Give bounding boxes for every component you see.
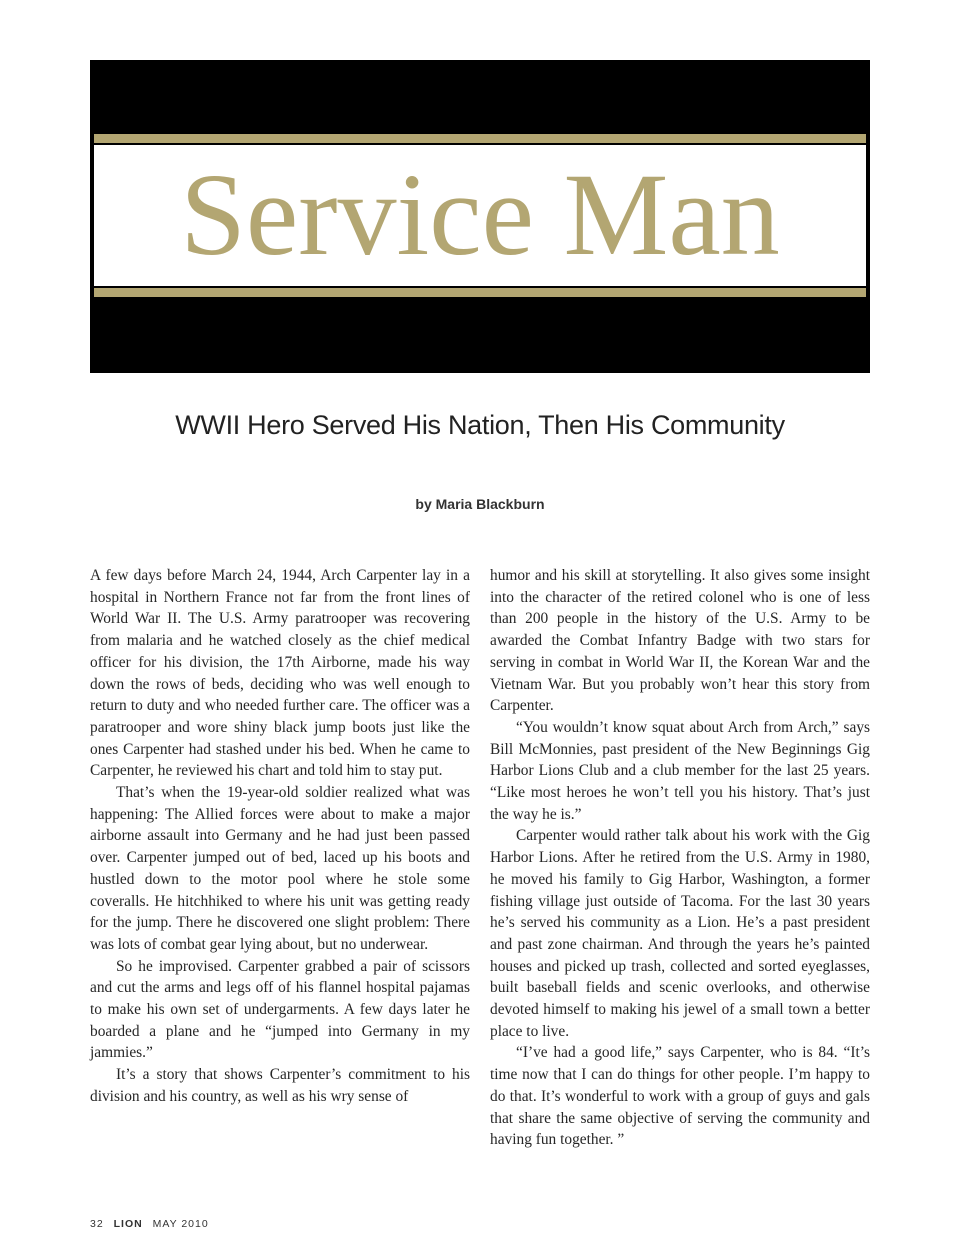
- paragraph: Carpenter would rather talk about his work with the Gig Harbor Lions. After he retired from the U.S. Army in 1980, he moved his family to Gig Harbor, Washington, a former fishing village just outside of Tacoma. For the last 30 years he’s served his community as a Lion. He’s a past president and past zone chairman. And through the years he’s painted houses and picked up trash, collected and sorted eyeglasses, built baseball fields and scenic overlooks, and otherwise devoted himself to making his jewel of a small town a better place to live.: [490, 827, 870, 1040]
- issue-date: MAY 2010: [152, 1218, 209, 1230]
- article-column-left: [90, 565, 470, 1108]
- paragraph: That’s when the 19-year-old soldier realized what was happening: The Allied forces were about to make a major airborne assault into Germany and he had just been passed over. Carpenter jumped out of bed, laced up his boots and hustled down to the motor pool where he stole some coveralls. He hitchhiked to where his unit was getting ready for the jump. There he discovered one slight problem: There was lots of combat gear lying about, but no underwear.: [90, 784, 470, 953]
- article-title: Service Man: [180, 149, 780, 280]
- page-footer: [90, 1218, 209, 1230]
- paragraph: It’s a story that shows Carpenter’s commitment to his division and his country, as well as his wry sense of: [90, 1066, 470, 1105]
- paragraph: humor and his skill at storytelling. It also gives some insight into the character of the retired colonel who is one of less than 200 people in the history of the U.S. Army to be awarded the Combat Infantry Badge with two stars for serving in combat in World War II, the Korean War and the Vietnam War. But you probably won’t hear this story from Carpenter.: [490, 567, 870, 715]
- banner-gold-stripe-top: [94, 134, 866, 143]
- paragraph: “I’ve had a good life,” says Carpenter, who is 84. “It’s time now that I can do things for other people. I’m happy to do that. It’s wonderful to work with a group of guys and gals that share the same objective of serving the community and having fun together. ”: [490, 1044, 870, 1149]
- article-subtitle: WWII Hero Served His Nation, Then His Community: [175, 410, 785, 440]
- banner-white-band: [94, 145, 866, 286]
- title-banner: [90, 60, 870, 373]
- magazine-name: LION: [113, 1218, 143, 1230]
- author-byline: by Maria Blackburn: [415, 496, 545, 512]
- banner-gold-stripe-bottom: [94, 288, 866, 297]
- paragraph: A few days before March 24, 1944, Arch Carpenter lay in a hospital in Northern France not far from the front lines of World War II. The U.S. Army paratrooper was recovering from malaria and he watched closely as the chief medical officer for his division, the 17th Airborne, made his way down the rows of beds, deciding who was well enough to return to duty and who needed further care. The officer was a paratrooper and wore shiny black jump boots just like the ones Carpenter had stashed under his bed. When he came to Carpenter, he reviewed his chart and told him to stay put.: [90, 567, 470, 780]
- paragraph: So he improvised. Carpenter grabbed a pair of scissors and cut the arms and legs off of his flannel hospital pajamas to make his own set of undergarments. A few days later he boarded a plane and he “jumped into Germany in my jammies.”: [90, 957, 470, 1062]
- page-number: 32: [90, 1218, 104, 1230]
- article-column-right: [490, 565, 870, 1151]
- paragraph: “You wouldn’t know squat about Arch from Arch,” says Bill McMonnies, past president of the New Beginnings Gig Harbor Lions Club and a club member for the last 25 years. “Like most heroes he won’t tell you his history. That’s just the way he is.”: [490, 718, 870, 823]
